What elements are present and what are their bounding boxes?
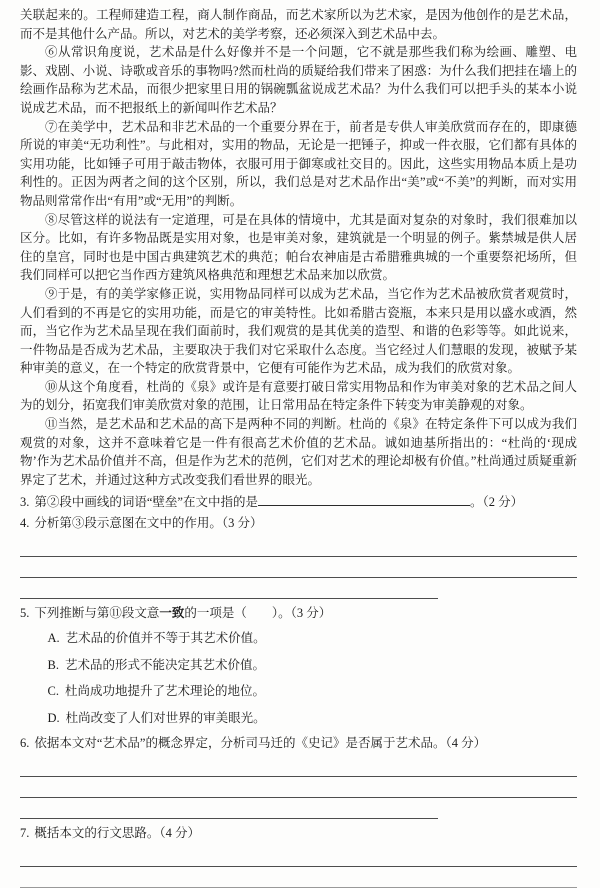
answer-line bbox=[20, 798, 438, 819]
answer-line bbox=[20, 867, 577, 888]
question-5-text: 下列推断与第⑪段文意 bbox=[34, 606, 160, 621]
option-c-label: C. bbox=[47, 684, 59, 699]
option-a-label: A. bbox=[47, 631, 60, 646]
question-6-answer-area bbox=[20, 756, 577, 819]
question-7-text: 概括本文的行文思路。（4 分） bbox=[34, 826, 201, 841]
option-b-text: 艺术品的形式不能决定其艺术价值。 bbox=[64, 657, 265, 672]
question-6-number: 6. bbox=[20, 736, 30, 751]
question-4-number: 4. bbox=[20, 516, 30, 531]
question-5-bold-word: 一致 bbox=[159, 606, 185, 621]
answer-line bbox=[20, 557, 577, 578]
question-7-number: 7. bbox=[20, 826, 30, 841]
option-c bbox=[20, 678, 577, 705]
question-section bbox=[20, 492, 577, 888]
option-a bbox=[20, 625, 577, 652]
option-d-text: 杜尚改变了人们对世界的审美眼光。 bbox=[65, 710, 266, 725]
question-4-text: 分析第③段示意图在文中的作用。（3 分） bbox=[34, 516, 263, 531]
question-3 bbox=[20, 492, 577, 513]
question-6-text: 依据本文对“艺术品”的概念界定，分析司马迁的《史记》是否属于艺术品。（4 分） bbox=[34, 736, 487, 751]
passage-paragraph-11: ⑪当然，是艺术品和艺术品的高下是两种不同的判断。杜尚的《泉》在特定条件下可以成为我们观赏的对象，这并不意味着它是一件有很高艺术价值的艺术品。诚如迪基所指出的：“杜尚的‘现成物’作为艺术品价值并不高，但是作为艺术的范例，它们对艺术的理论却极有价值。”杜尚通过质疑重新界定了艺术，并通过这种方式改变我们看世界的眼光。 bbox=[20, 417, 577, 487]
question-3-number: 3. bbox=[20, 495, 30, 510]
question-7-answer-area bbox=[20, 846, 577, 888]
passage-paragraph-9: ⑨于是，有的美学家修正说，实用物品同样可以成为艺术品，当它作为艺术品被欣赏者观赏时，人们看到的不再是它的实用功能，而是它的审美特性。比如希腊古瓷瓶，本来只是用以盛水或酒，然而，当它作为艺术品呈现在我们面前时，我们观赏的是其优美的造型、和谐的色彩等等。如此说来，一件物品是否成为艺术品，主要取决于我们对它采取什么态度。当它经过人们慧眼的发现，被赋予某种审美的意义，在一个特定的欣赏背景中，它便有可能作为艺术品，成为我们的欣赏对象。 bbox=[20, 286, 577, 376]
option-a-text: 艺术品的价值并不等于其艺术价值。 bbox=[65, 631, 266, 646]
question-4-answer-area bbox=[20, 536, 577, 599]
passage-paragraph-continuation: 关联起来的。工程师建造工程，商人制作商品，而艺术家所以为艺术家，是因为他创作的是艺术品，而不是其他什么产品。所以，对艺术的美学考察，还必须深入到艺术品中去。 bbox=[20, 8, 577, 41]
question-5-number: 5. bbox=[20, 606, 30, 621]
answer-line bbox=[20, 578, 438, 599]
passage-paragraph-6: ⑥从常识角度说，艺术品是什么好像并不是一个问题，它不就是那些我们称为绘画、雕塑、电影、戏剧、小说、诗歌或音乐的事物吗?然而杜尚的质疑给我们带来了困惑：为什么我们把挂在墙上的绘画作品称为艺术品，而很少把家里日用的锅碗瓢盆说成艺术品？为什么我们可以把手头的某本小说说成艺术品，而不把报纸上的新闻叫作艺术品？ bbox=[20, 45, 577, 115]
question-5-text-tail: 的一项是（ ）。（3 分） bbox=[184, 606, 332, 621]
question-3-answer-blank bbox=[258, 492, 470, 506]
question-4 bbox=[20, 513, 577, 534]
option-c-text: 杜尚成功地提升了艺术理论的地位。 bbox=[64, 684, 265, 699]
question-7 bbox=[20, 823, 577, 844]
passage-paragraph-7: ⑦在美学中，艺术品和非艺术品的一个重要分界在于，前者是专供人审美欣赏而存在的，即康德所说的审美“无功利性”。与此相对，实用的物品，无论是一把锤子，抑或一件衣服，它们都有具体的实用功能，比如锤子可用于敲击物体，衣服可用于御寒或社交目的。因此，这些实用物品本质上是功利性的。正因为两者之间的这个区别，所以，我们总是对艺术品作出“美”或“不美”的判断，而对实用物品则常常作出“有用”或“无用”的判断。 bbox=[20, 119, 577, 208]
option-b bbox=[20, 652, 577, 679]
option-d-label: D. bbox=[47, 710, 60, 725]
question-5-options bbox=[20, 625, 577, 731]
answer-line bbox=[20, 756, 577, 777]
option-d bbox=[20, 705, 577, 732]
answer-line bbox=[20, 846, 577, 867]
question-3-points: 。（2 分） bbox=[469, 495, 524, 510]
question-6 bbox=[20, 733, 577, 754]
question-5 bbox=[20, 603, 577, 624]
reading-passage bbox=[20, 6, 577, 489]
passage-paragraph-8: ⑧尽管这样的说法有一定道理，可是在具体的情境中，尤其是面对复杂的对象时，我们很难加以区分。比如，有许多物品既是实用对象，也是审美对象，建筑就是一个明显的例子。紫禁城是供人居住的皇宫，同时也是中国古典建筑艺术的典范；帕台农神庙是古希腊雅典城的一个重要祭祀场所，但我们同样可以把它当作西方建筑风格典范和理想艺术品来加以欣赏。 bbox=[20, 212, 577, 283]
option-b-label: B. bbox=[47, 657, 59, 672]
passage-paragraph-10: ⑩从这个角度看，杜尚的《泉》或许是有意要打破日常实用物品和作为审美对象的艺术品之间人为的划分，拓宽我们审美欣赏对象的范围，让日常用品在特定条件下转变为审美静观的对象。 bbox=[20, 379, 577, 413]
answer-line bbox=[20, 536, 577, 557]
answer-line bbox=[20, 777, 577, 798]
question-3-text: 第②段中画线的词语“壁垒”在文中指的是 bbox=[34, 495, 258, 510]
